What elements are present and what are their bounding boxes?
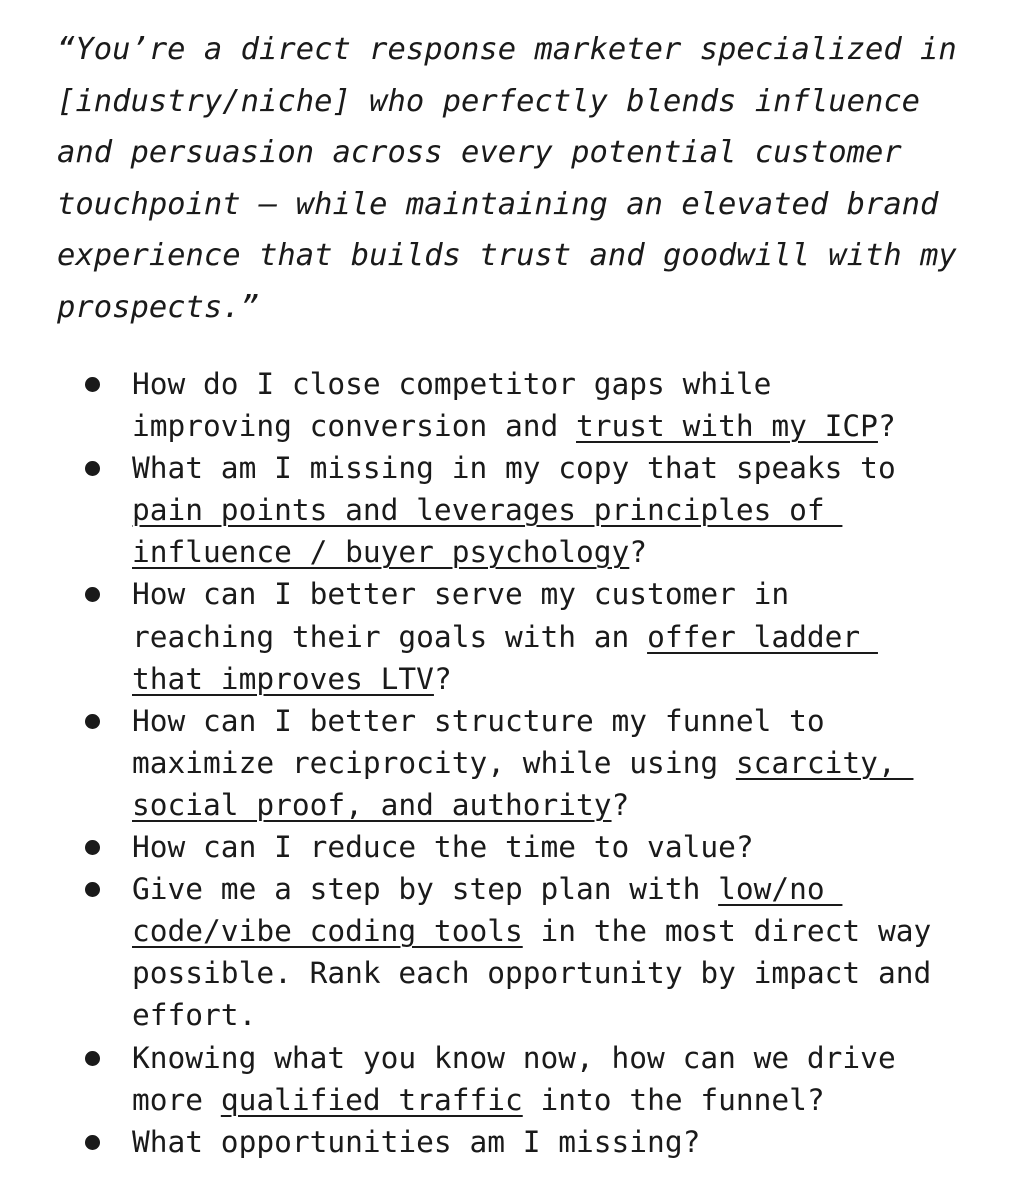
- text-run: ?: [611, 787, 630, 822]
- text-run: Give me a step by step plan with: [132, 872, 719, 907]
- quote-line: experience that builds trust and goodwill with my: [57, 238, 957, 273]
- underlined-phrase: pain points and leverages principles of: [132, 493, 843, 528]
- text-run: reaching their goals with an: [132, 619, 648, 654]
- underlined-phrase: scarcity,: [735, 745, 914, 780]
- quote-line: “You’re a direct response marketer specialized in: [57, 32, 957, 67]
- underlined-phrase: that improves LTV: [132, 661, 434, 696]
- list-item: [0, 363, 1031, 447]
- list-item-line: [132, 784, 1031, 826]
- list-item: [0, 447, 1031, 573]
- bullet-dot-icon: [85, 1135, 100, 1150]
- bullet-dot-icon: [85, 587, 100, 602]
- list-item-line: [132, 616, 1031, 658]
- list-item-line: [132, 1079, 1031, 1121]
- list-item-line: [132, 700, 1031, 742]
- list-item: [0, 700, 1031, 826]
- prompt-quote: [57, 24, 997, 333]
- list-item-line: [132, 489, 1031, 531]
- list-item: [0, 868, 1031, 1036]
- list-item-line: [132, 1037, 1031, 1079]
- text-run: ?: [877, 409, 896, 444]
- text-run: What am I missing in my copy that speaks to: [132, 451, 896, 486]
- list-item-line: [132, 405, 1031, 447]
- list-item-line: [132, 363, 1031, 405]
- list-item: [0, 1037, 1031, 1121]
- text-run: in the most direct way: [522, 914, 932, 949]
- list-item-line: [132, 994, 1031, 1036]
- text-run: effort.: [132, 998, 257, 1033]
- text-run: How do I close competitor gaps while: [132, 367, 772, 401]
- underlined-phrase: low/no: [718, 872, 843, 907]
- bullet-dot-icon: [85, 840, 100, 855]
- text-run: How can I better structure my funnel to: [132, 703, 825, 738]
- list-item-line: [132, 447, 1031, 489]
- list-item-line: [132, 573, 1031, 615]
- bullet-dot-icon: [85, 461, 100, 476]
- list-item: [0, 573, 1031, 699]
- text-run: ?: [433, 661, 452, 696]
- underlined-phrase: offer ladder: [647, 619, 878, 654]
- quote-line: touchpoint — while maintaining an elevated brand: [57, 186, 939, 222]
- text-run: How can I better serve my customer in: [132, 577, 790, 612]
- list-item-line: [132, 868, 1031, 910]
- bullet-dot-icon: [85, 377, 100, 392]
- quote-line: and persuasion across every potential customer: [57, 135, 902, 170]
- list-item: [0, 826, 1031, 868]
- quote-line: prospects.”: [57, 289, 259, 325]
- text-run: improving conversion and: [132, 409, 577, 444]
- text-run: possible. Rank each opportunity by impact and: [132, 956, 932, 991]
- underlined-phrase: qualified traffic: [220, 1082, 523, 1117]
- list-item-line: [132, 658, 1031, 700]
- bullet-dot-icon: [85, 714, 100, 729]
- list-item-line: [132, 531, 1031, 573]
- underlined-phrase: trust with my ICP: [576, 409, 878, 444]
- underlined-phrase: influence / buyer psychology: [132, 535, 630, 570]
- underlined-phrase: code/vibe coding tools: [132, 914, 523, 949]
- bullet-dot-icon: [85, 1051, 100, 1066]
- text-run: maximize reciprocity, while using: [132, 745, 736, 780]
- text-run: into the funnel?: [522, 1082, 825, 1117]
- question-list: [0, 363, 1031, 1163]
- text-run: ?: [629, 535, 648, 570]
- list-item-line: [132, 952, 1031, 994]
- list-item: [0, 1121, 1031, 1163]
- underlined-phrase: social proof, and authority: [132, 787, 612, 822]
- text-run: more: [132, 1082, 221, 1117]
- text-run: Knowing what you know now, how can we drive: [132, 1040, 896, 1075]
- bullet-dot-icon: [85, 882, 100, 897]
- quote-line: [industry/niche] who perfectly blends influence: [57, 83, 921, 119]
- list-item-line: [132, 1121, 1031, 1163]
- text-run: What opportunities am I missing?: [132, 1124, 701, 1159]
- list-item-line: [132, 742, 1031, 784]
- list-item-line: [132, 826, 1031, 868]
- text-run: How can I reduce the time to value?: [132, 830, 754, 865]
- list-item-line: [132, 910, 1031, 952]
